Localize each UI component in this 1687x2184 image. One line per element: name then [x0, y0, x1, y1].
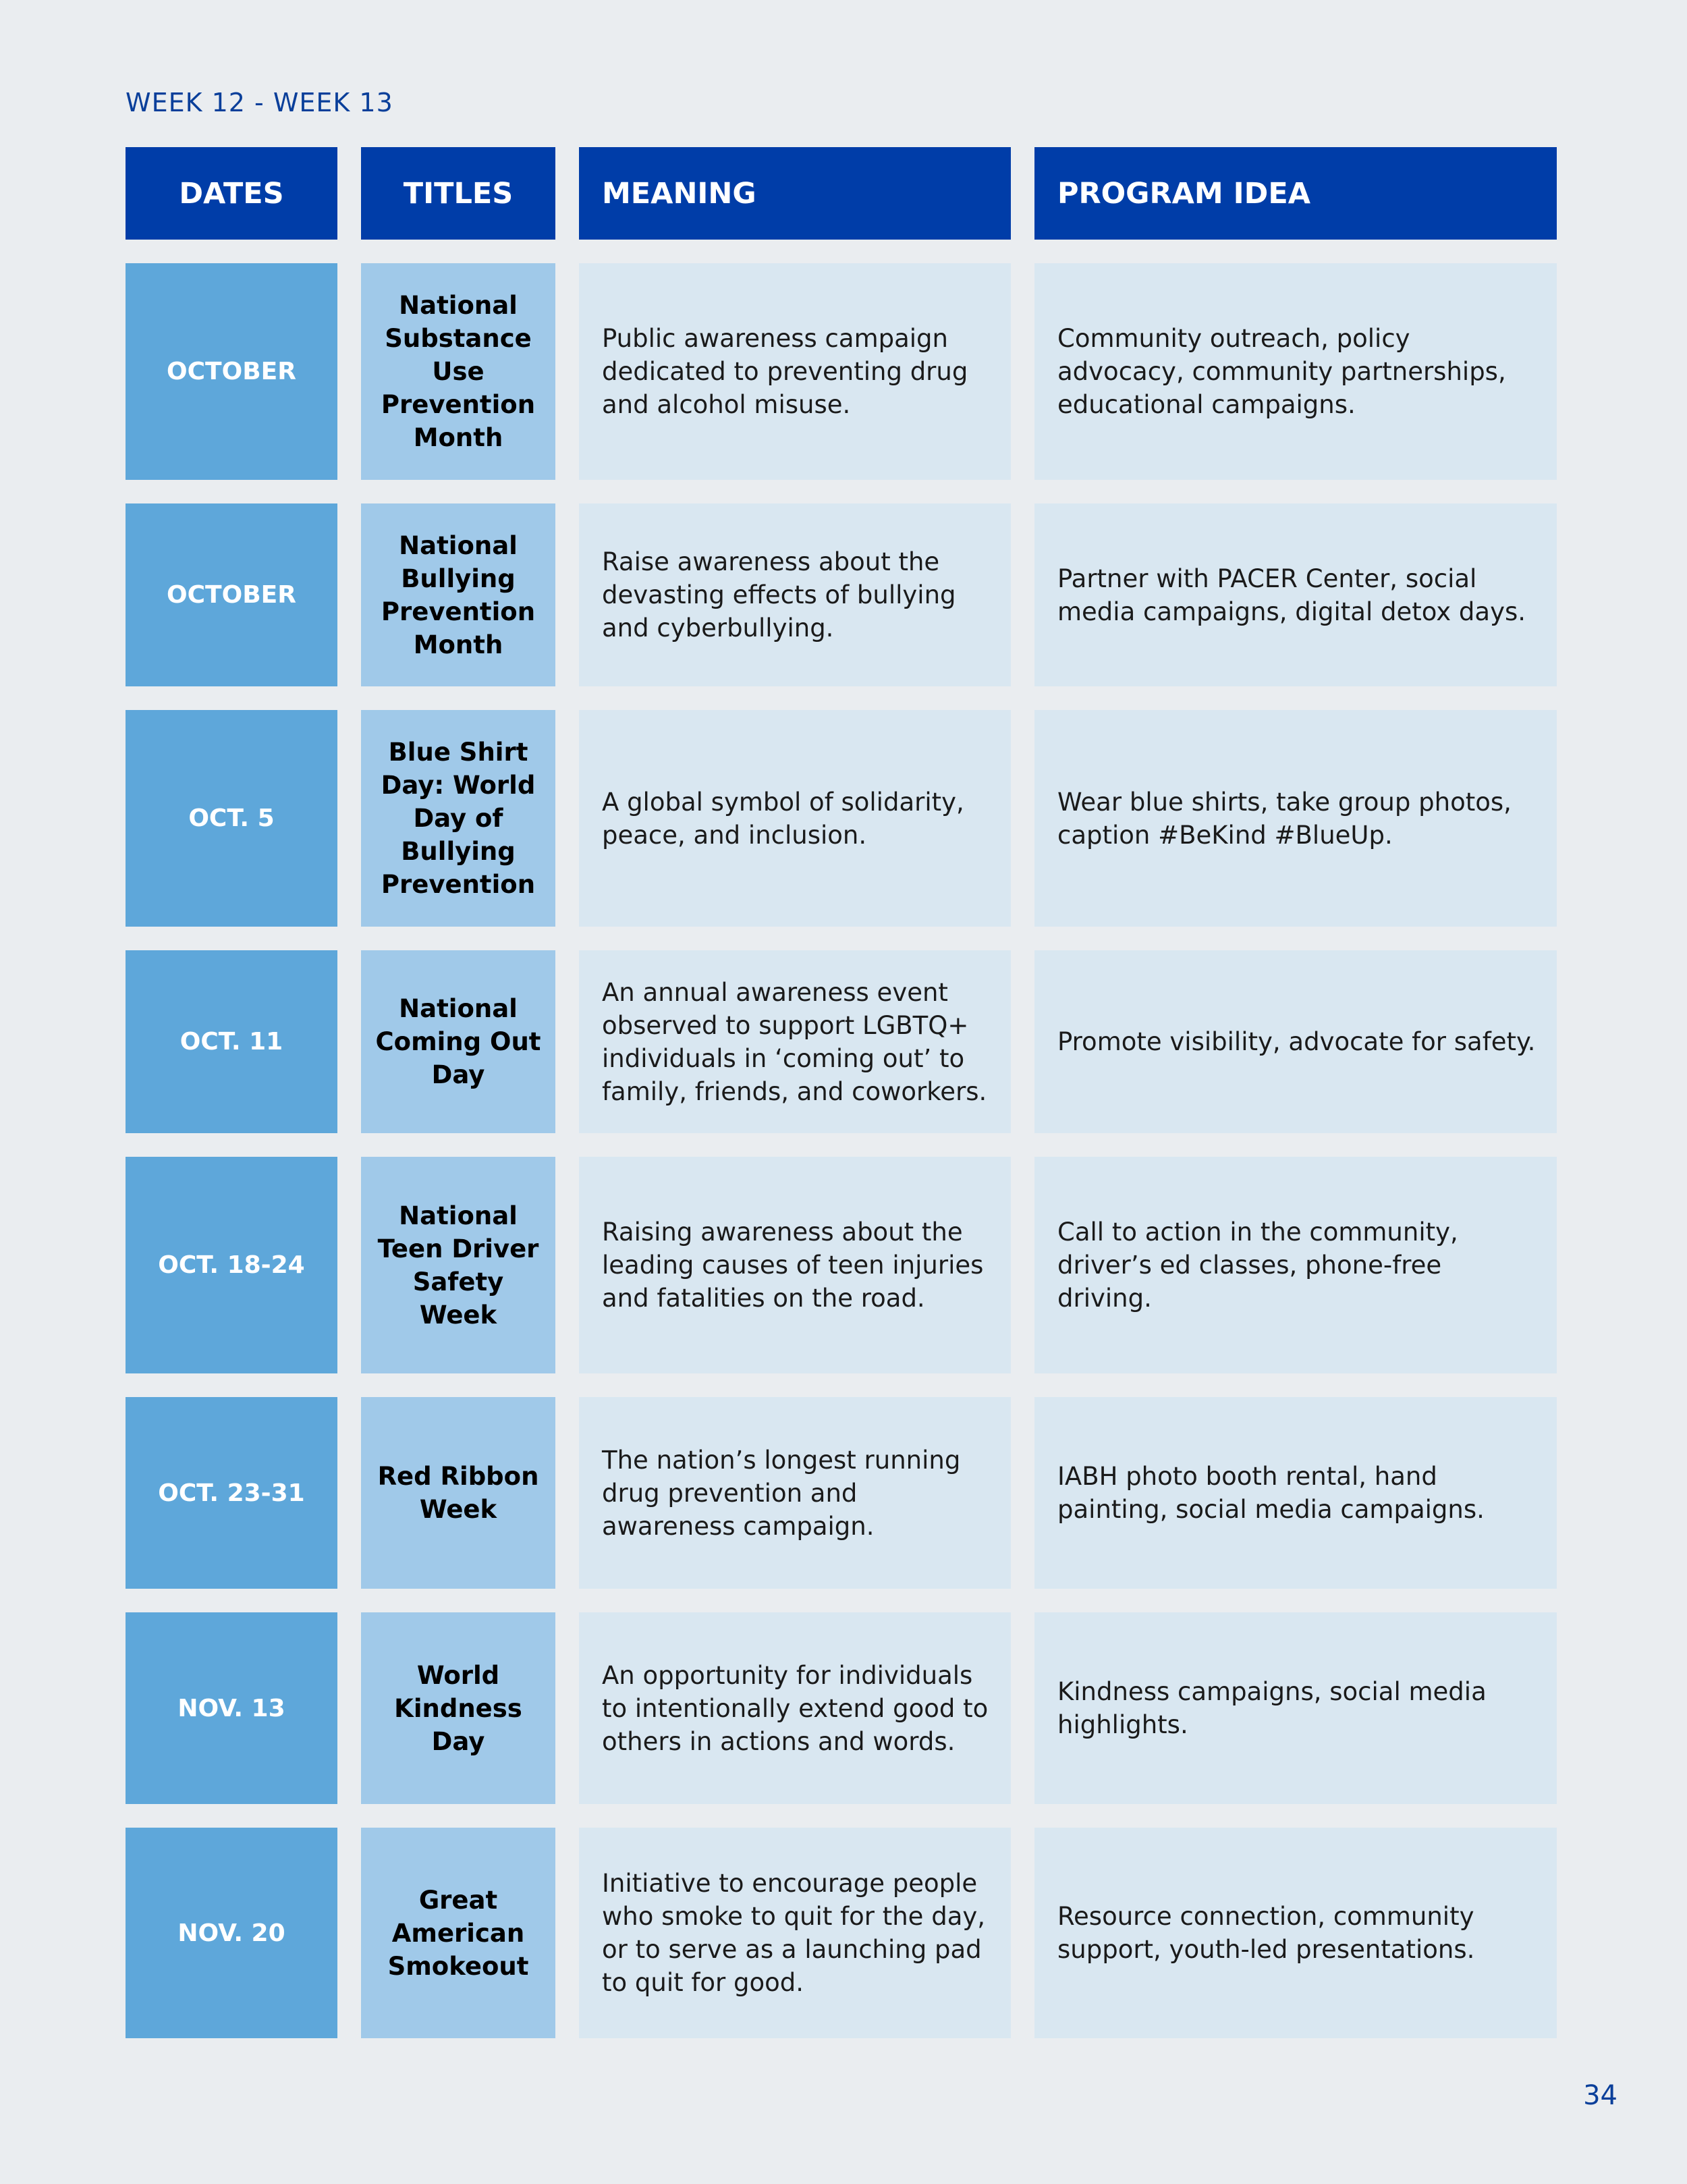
row-4-title: National Coming Out Day: [361, 950, 555, 1133]
row-2-date: OCTOBER: [126, 503, 337, 686]
row-2-meaning: Raise awareness about the devasting effects of bullying and cyberbullying.: [579, 503, 1011, 686]
header-titles: TITLES: [361, 147, 555, 240]
header-program-idea: PROGRAM IDEA: [1034, 147, 1557, 240]
row-7-program-idea: Kindness campaigns, social media highlights.: [1034, 1612, 1557, 1804]
row-3-date: OCT. 5: [126, 710, 337, 927]
row-1-date: OCTOBER: [126, 263, 337, 480]
row-4-meaning: An annual awareness event observed to support LGBTQ+ individuals in ‘coming out’ to family, friends, and coworkers.: [579, 950, 1011, 1133]
row-6-date: OCT. 23-31: [126, 1397, 337, 1589]
row-5-title: National Teen Driver Safety Week: [361, 1157, 555, 1373]
row-8-meaning: Initiative to encourage people who smoke to quit for the day, or to serve as a launching pad to quit for good.: [579, 1828, 1011, 2038]
row-1-program-idea: Community outreach, policy advocacy, community partnerships, educational campaigns.: [1034, 263, 1557, 480]
page-number: 34: [1583, 2080, 1617, 2111]
row-6-meaning: The nation’s longest running drug prevention and awareness campaign.: [579, 1397, 1011, 1589]
awareness-calendar-table: [126, 147, 1556, 2038]
row-7-meaning: An opportunity for individuals to intentionally extend good to others in actions and words.: [579, 1612, 1011, 1804]
row-7-date: NOV. 13: [126, 1612, 337, 1804]
row-3-program-idea: Wear blue shirts, take group photos, caption #BeKind #BlueUp.: [1034, 710, 1557, 927]
row-5-meaning: Raising awareness about the leading causes of teen injuries and fatalities on the road.: [579, 1157, 1011, 1373]
row-8-date: NOV. 20: [126, 1828, 337, 2038]
row-2-program-idea: Partner with PACER Center, social media campaigns, digital detox days.: [1034, 503, 1557, 686]
row-4-program-idea: Promote visibility, advocate for safety.: [1034, 950, 1557, 1133]
row-8-title: Great American Smokeout: [361, 1828, 555, 2038]
row-2-title: National Bullying Prevention Month: [361, 503, 555, 686]
row-1-title: National Substance Use Prevention Month: [361, 263, 555, 480]
row-3-meaning: A global symbol of solidarity, peace, and inclusion.: [579, 710, 1011, 927]
row-6-title: Red Ribbon Week: [361, 1397, 555, 1589]
row-1-meaning: Public awareness campaign dedicated to preventing drug and alcohol misuse.: [579, 263, 1011, 480]
row-3-title: Blue Shirt Day: World Day of Bullying Prevention: [361, 710, 555, 927]
row-7-title: World Kindness Day: [361, 1612, 555, 1804]
row-8-program-idea: Resource connection, community support, youth-led presentations.: [1034, 1828, 1557, 2038]
row-5-date: OCT. 18-24: [126, 1157, 337, 1373]
header-dates: DATES: [126, 147, 337, 240]
header-meaning: MEANING: [579, 147, 1011, 240]
row-5-program-idea: Call to action in the community, driver’s ed classes, phone-free driving.: [1034, 1157, 1557, 1373]
week-label: WEEK 12 - WEEK 13: [126, 88, 393, 117]
row-4-date: OCT. 11: [126, 950, 337, 1133]
row-6-program-idea: IABH photo booth rental, hand painting, social media campaigns.: [1034, 1397, 1557, 1589]
